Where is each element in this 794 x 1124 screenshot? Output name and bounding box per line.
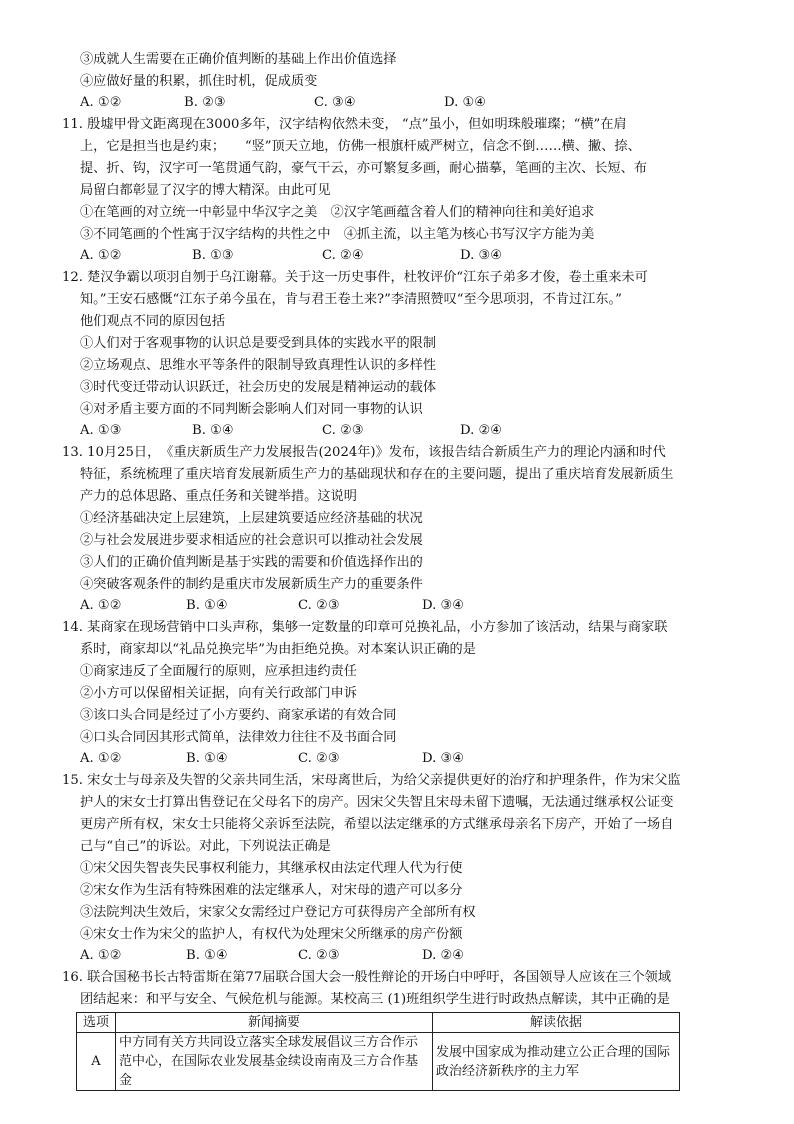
option-b[interactable]: B. ①③ — [192, 248, 234, 263]
q11-stem-line-4: 局留白都彰显了汉字的博大精深。由此可见 — [80, 183, 331, 198]
option-a[interactable]: A. ①② — [80, 948, 122, 963]
q12-options — [80, 421, 502, 441]
table-header-row — [77, 1013, 680, 1033]
option-d[interactable]: D. ③④ — [460, 248, 503, 263]
q13-stem-line-3: 产力的总体思路、重点任务和关键举措。这说明 — [80, 489, 357, 504]
prev-item-4: ④应做好量的积累，抓住时机，促成质变 — [80, 74, 318, 89]
option-a[interactable]: A. ①② — [80, 248, 122, 263]
option-a[interactable]: A. ①③ — [80, 423, 122, 438]
q15-item-3: ③法院判决生效后，宋家父女需经过户登记方可获得房产全部所有权 — [80, 905, 476, 920]
q12-stem-line-2: 知。”王安石感慨“江东子弟今虽在，肯与君王卷土来?”李清照赞叹“至今思项羽，不肯过江东。” — [80, 292, 622, 307]
q14-item-3: ③该口头合同是经过了小方要约、商家承诺的有效合同 — [80, 708, 397, 723]
q15-options — [80, 946, 464, 966]
q12-stem-line-1: 12. 楚汉争霸以项羽自刎于乌江谢幕。关于这一历史事件，杜牧评价“江东子弟多才俊，卷土重来未可 — [62, 270, 648, 285]
q14-stem-line-1: 14. 某商家在现场营销中口头声称，集够一定数量的印章可兑换礼品，小方参加了该活动，结果与商家联 — [62, 620, 668, 635]
q13-item-4: ④突破客观条件的制约是重庆市发展新质生产力的重要条件 — [80, 577, 423, 592]
q15-stem-line-2: 护人的宋女士打算出售登记在父母名下的房产。因宋父失智且宋母未留下遗嘱，无法通过继承权公证变 — [80, 795, 674, 810]
q14-item-4: ④口头合同因其形式简单，法律效力往往不及书面合同 — [80, 730, 397, 745]
table-header-basis: 解读依据 — [433, 1013, 680, 1033]
q13-stem-line-1: 13. 10月25日， 《重庆新质生产力发展报告(2024年)》发布，该报告结合新质生产力的理论内涵和时代 — [62, 445, 666, 460]
table-header-summary: 新闻摘要 — [116, 1013, 433, 1033]
q15-item-4: ④宋女士作为宋父的监护人，有权代为处理宋父所继承的房产份额 — [80, 927, 463, 942]
table-header-option: 选项 — [77, 1013, 116, 1033]
option-d[interactable]: D. ②④ — [460, 423, 503, 438]
prev-options — [80, 93, 486, 113]
q12-stem-line-3: 他们观点不同的原因包括 — [80, 314, 226, 329]
option-c[interactable]: C. ②④ — [322, 248, 364, 263]
q14-item-1: ①商家违反了全面履行的原则，应承担违约责任 — [80, 664, 357, 679]
option-c[interactable]: C. ②③ — [298, 948, 340, 963]
option-d[interactable]: D. ①④ — [444, 95, 487, 110]
option-a[interactable]: A. ①② — [80, 751, 122, 766]
option-b[interactable]: B. ①④ — [186, 598, 228, 613]
q16-stem-line-2: 团结起来：和平与安全、气候危机与能源。某校高三 (1)班组织学生进行时政热点解读，其中正确的是 — [80, 992, 670, 1007]
option-b[interactable]: B. ②③ — [184, 95, 226, 110]
option-c[interactable]: C. ②③ — [298, 598, 340, 613]
q14-item-2: ②小方可以保留相关证据，向有关行政部门申诉 — [80, 686, 357, 701]
q13-item-2: ②与社会发展进步要求相适应的社会意识可以推动社会发展 — [80, 533, 423, 548]
q13-item-1: ①经济基础决定上层建筑，上层建筑要适应经济基础的状况 — [80, 511, 423, 526]
option-d[interactable]: D. ②④ — [422, 948, 465, 963]
q13-item-3: ③人们的正确价值判断是基于实践的需要和价值选择作出的 — [80, 555, 423, 570]
option-b[interactable]: B. ①④ — [186, 751, 228, 766]
q11-item-3-4: ③不同笔画的个性寓于汉字结构的共性之中 ④抓主流，以主笔为核心书写汉字方能为美 — [80, 227, 595, 242]
q12-item-1: ①人们对于客观事物的认识总是要受到具体的实践水平的限制 — [80, 336, 437, 351]
option-a[interactable]: A. ①② — [80, 95, 122, 110]
q15-stem-line-1: 15. 宋女士与母亲及失智的父亲共同生活，宋母离世后，为给父亲提供更好的治疗和护理条件，作为宋父监 — [62, 773, 681, 788]
option-a[interactable]: A. ①② — [80, 598, 122, 613]
q15-item-1: ①宋父因失智丧失民事权利能力，其继承权由法定代理人代为行使 — [80, 861, 463, 876]
q14-stem-line-2: 系时，商家却以“礼品兑换完毕”为由拒绝兑换。对本案认识正确的是 — [80, 642, 476, 657]
option-c[interactable]: C. ③④ — [314, 95, 356, 110]
option-b[interactable]: B. ①④ — [192, 423, 234, 438]
q15-stem-line-4: 己与“自己”的诉讼。对此，下列说法正确是 — [80, 839, 331, 854]
q11-stem-line-3: 提、折、钩，汉字可一笔贯通气韵，豪气干云，亦可繁复多画，耐心描摹，笔画的主次、长短、布 — [80, 161, 648, 176]
option-c[interactable]: C. ②③ — [298, 751, 340, 766]
q12-item-3: ③时代变迁带动认识跃迁，社会历史的发展是精神运动的载体 — [80, 380, 437, 395]
q12-item-4: ④对矛盾主要方面的不同判断会影响人们对同一事物的认识 — [80, 402, 423, 417]
q12-item-2: ②立场观点、思维水平等条件的限制导致真理性认识的多样性 — [80, 358, 437, 373]
option-d[interactable]: D. ③④ — [422, 598, 465, 613]
table-cell-summary: 中方同有关方共同设立落实全球发展倡议三方合作示范中心，在国际农业发展基金续设南南及三方合作基金 — [116, 1033, 433, 1091]
table-cell-option[interactable]: A — [77, 1033, 116, 1091]
q13-options — [80, 596, 464, 616]
q11-stem-line-2: 上，它是担当也是约束； “竖”顶天立地，仿佛一根旗杆威严树立，信念不倒……横、撇、捺、 — [80, 139, 641, 154]
table-row — [77, 1033, 680, 1091]
prev-item-3: ③成就人生需要在正确价值判断的基础上作出价值选择 — [80, 52, 397, 67]
q15-stem-line-3: 更房产所有权，宋女士只能将父亲诉至法院，希望以法定继承的方式继承母亲名下房产，开始了一场自 — [80, 817, 674, 832]
q11-stem-line-1: 11. 殷墟甲骨文距离现在3000多年，汉字结构依然未变， “点”虽小，但如明珠般璀璨；“横”在肩 — [62, 117, 627, 132]
q11-options — [80, 246, 502, 266]
q13-stem-line-2: 特征，系统梳理了重庆培育发展新质生产力的基础现状和存在的主要问题，提出了重庆培育发展新质生 — [80, 467, 674, 482]
table-cell-basis: 发展中国家成为推动建立公正合理的国际政治经济新秩序的主力军 — [433, 1033, 680, 1091]
q14-options — [80, 749, 464, 769]
option-b[interactable]: B. ①④ — [186, 948, 228, 963]
q11-item-1-2: ①在笔画的对立统一中彰显中华汉字之美 ②汉字笔画蕴含着人们的精神向往和美好追求 — [80, 205, 595, 220]
q16-stem-line-1: 16. 联合国秘书长古特雷斯在第77届联合国大会一般性辩论的开场白中呼吁，各国领导人应该在三个领域 — [62, 970, 672, 985]
q16-table — [76, 1012, 680, 1091]
option-d[interactable]: D. ③④ — [422, 751, 465, 766]
option-c[interactable]: C. ②③ — [322, 423, 364, 438]
q15-item-2: ②宋女作为生活有特殊困难的法定继承人，对宋母的遗产可以多分 — [80, 883, 463, 898]
